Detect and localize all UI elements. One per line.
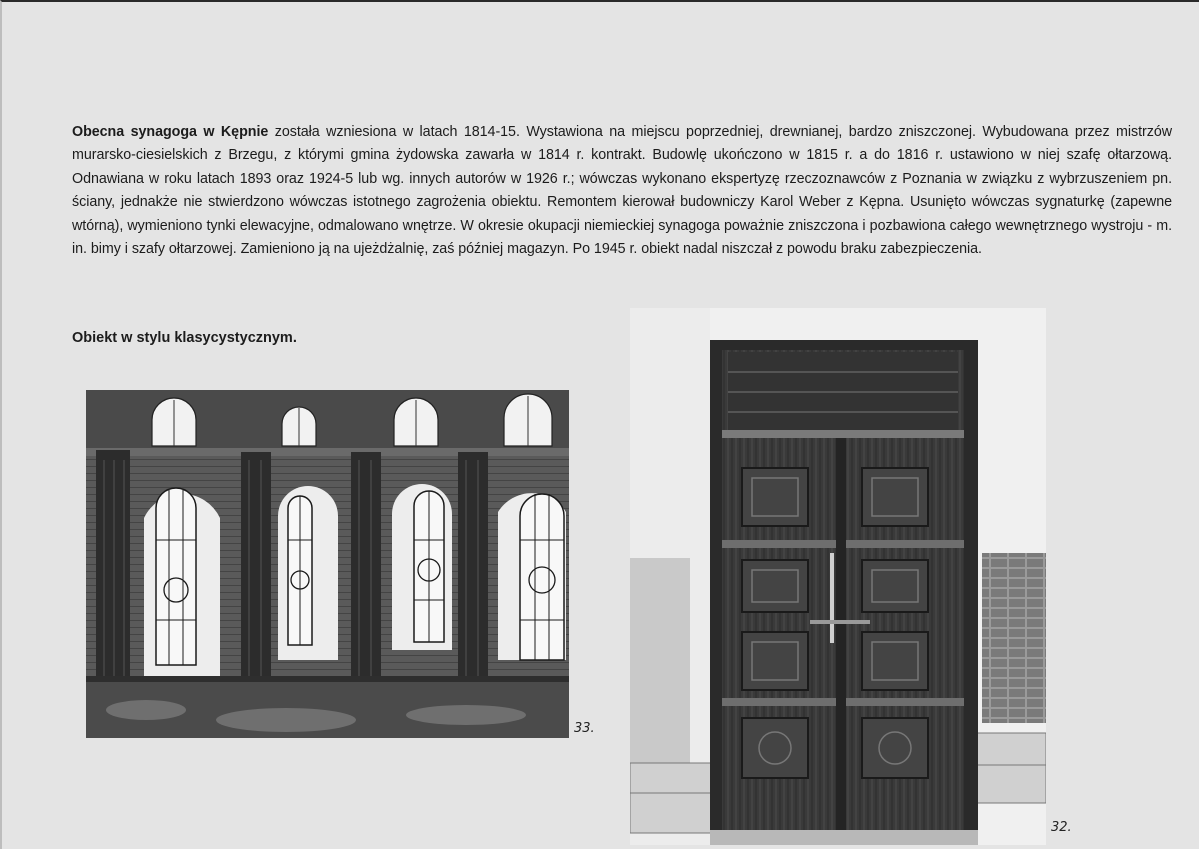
figure-number-33: 33.: [574, 721, 595, 736]
synagogue-door-photo: [630, 308, 1046, 845]
paragraph-lead: Obecna synagoga w Kępnie: [72, 124, 269, 140]
paragraph-body: została wzniesiona w latach 1814-15. Wystawiona na miejscu poprzedniej, drewnianej, bardzo zniszczonej. Wybudowana przez mistrzów murarsko-ciesielskich z Brzegu, z którymi gmina żydowska zawarła w 1814 r. kontrakt. Budowlę ukończono w 1815 r. a do 1816 r. ustawiono w niej szafę ołtarzową. Odnawiana w roku latach 1893 oraz 1924-5 lub wg. innych autorów w 1926 r.; wówczas wykonano ekspertyzę rzeczoznawców z Poznania w związku z wybrzuszeniem pn. ściany, jednakże nie stwierdzono wówczas istotnego zagrożenia obiektu. Remontem kierował budowniczy Karol Weber z Kępna. Usunięto wówczas sygnaturkę (zapewne wtórną), wymieniono tynki elewacyjne, odmalowano wnętrze. W okresie okupacji niemieckiej synagoga poważnie zniszczona i pozbawiona całego wewnętrznego wystroju - m. in. bimy i szafy ołtarzowej. Zamieniono ją na ujeżdżalnię, zaś później magazyn. Po 1945 r. obiekt nadal niszczał z powodu braku zabezpieczenia.: [72, 124, 1172, 258]
figure-number-32: 32.: [1051, 820, 1072, 835]
synagogue-interior-photo: [86, 390, 569, 738]
style-caption: Obiekt w stylu klasycystycznym.: [72, 330, 297, 346]
history-paragraph: [72, 121, 1172, 261]
